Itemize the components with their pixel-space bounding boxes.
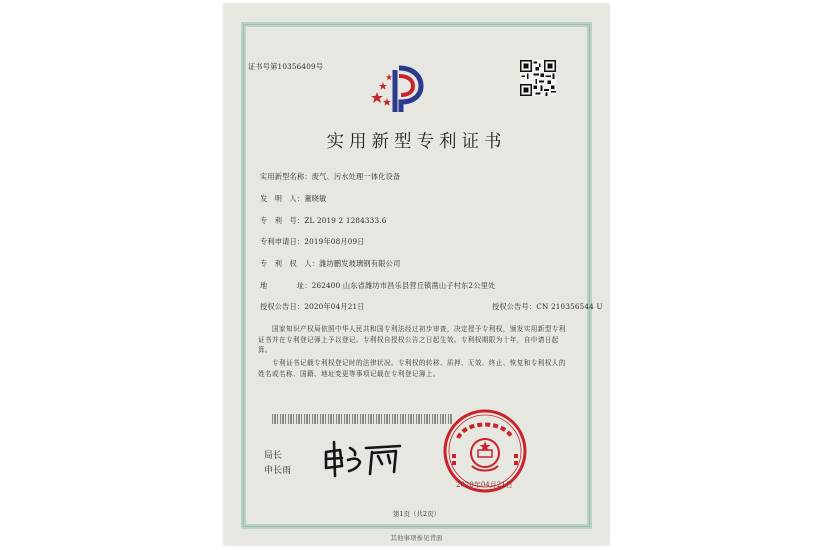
field-label: 专 利 权 人： — [260, 259, 320, 268]
qr-code-icon — [520, 60, 556, 96]
handwritten-signature-icon — [320, 438, 404, 478]
director-name: 申长雨 — [264, 466, 292, 476]
field-label: 专利申请日： — [260, 237, 305, 246]
certificate-paragraph-2: 专利证书记载专利权登记时的法律状况。专利权的转移、质押、无效、终止、恢复和专利权人的姓名或名称、国籍、地址变更等事项记载在专利登记簿上。 — [258, 359, 566, 378]
certificate-number: 证书号第10356409号 — [248, 62, 324, 71]
back-note: 其他事项参见背面 — [390, 534, 443, 542]
field-grant-date — [260, 302, 603, 312]
field-value: CN 210356544 U — [536, 302, 603, 311]
field-value: 废气、污水处理一体化设备 — [311, 172, 401, 181]
field-authorization-number — [492, 302, 603, 312]
page-info: 第1页（共2页） — [392, 510, 441, 518]
certificate-title: 实用新型专利证书 — [326, 132, 507, 152]
director-title: 局长 — [264, 451, 283, 461]
field-value: 董晓敏 — [304, 194, 327, 203]
field-value: 2019年08月09日 — [304, 237, 365, 246]
field-patent-number — [260, 216, 386, 226]
field-label: 授权公告日： — [260, 302, 305, 311]
field-patent-holder — [260, 259, 400, 269]
field-inventor — [260, 194, 327, 204]
field-label: 实用新型名称： — [260, 172, 312, 181]
barcode-icon — [272, 414, 452, 424]
field-value: 262400 山东省潍坊市昌乐县营丘镇凿山子村东2公里处 — [311, 281, 496, 290]
field-utility-model-name — [260, 172, 400, 182]
certificate-paragraph-1: 国家知识产权局依照中华人民共和国专利法经过初步审查，决定授予专利权，颁发实用新型专利证书并在专利登记簿上予以登记。专利权自授权公告之日起生效。专利权期限为十年，自申请日起算。 — [258, 325, 566, 354]
field-label: 发 明 人： — [260, 194, 305, 203]
field-value: 潍坊鹏发玻璃钢有限公司 — [319, 259, 401, 268]
field-filing-date — [260, 237, 365, 247]
seal-date: 2020年04月21日 — [456, 481, 513, 489]
field-address — [260, 281, 495, 291]
field-label: 专 利 号： — [260, 216, 305, 225]
field-value: ZL 2019 2 1284333.6 — [304, 216, 387, 225]
field-value: 2020年04月21日 — [304, 302, 365, 311]
field-label: 授权公告号： — [492, 302, 537, 311]
patent-office-logo-icon — [369, 62, 427, 114]
patent-certificate — [224, 4, 609, 545]
field-label: 地 址： — [260, 281, 312, 290]
